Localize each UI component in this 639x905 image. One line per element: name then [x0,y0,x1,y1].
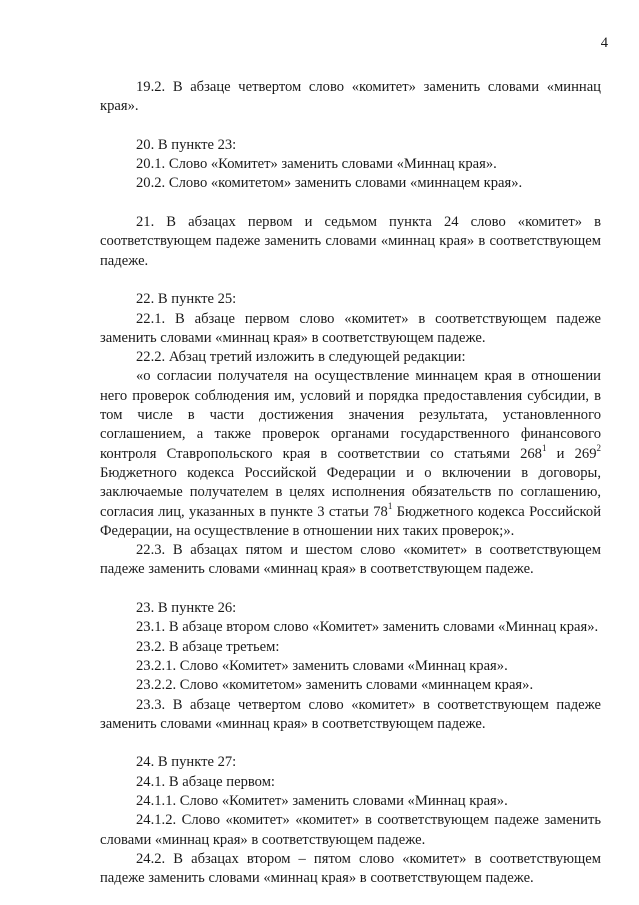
paragraph-24: 24. В пункте 27: [136,754,237,771]
document-body [100,78,601,888]
quote-sup-1: 1 [541,442,547,453]
quote-part-4: Бюджетного кодекса Российской Федерации, на осуществление в отношении них таких проверок;». [100,503,602,539]
paragraph-24-1: 24.1. В абзаце первом: [136,773,275,790]
paragraph-23-2-1: 23.2.1. Слово «Комитет» заменить словами «Миннац края». [136,657,508,674]
paragraph-23-1: 23.1. В абзаце втором слово «Комитет» заменить словами «Миннац края». [136,619,599,636]
paragraph-23-2: 23.2. В абзаце третьем: [136,638,280,655]
paragraph-22-3: 22.3. В абзацах пятом и шестом слово «комитет» в соответствующем падеже заменить словами «миннац края» в соответствующем падеже. [100,542,601,578]
paragraph-19-2: 19.2. В абзаце четвертом слово «комитет» заменить словами «миннац края». [100,79,601,115]
quote-part-3: Бюджетного кодекса Российской Федерации и о включении в договоры, заключаемые получателем в целях исполнения обязательств по соглашению, согласия лиц, указанных в пункте 3 статьи 78 [100,464,601,520]
paragraph-24-1-2: 24.1.2. Слово «комитет» «комитет» в соответствующем падеже заменить словами «миннац края» в соответствующем падеже. [100,812,601,848]
quote-sup-2: 2 [596,442,601,453]
page-number: 4 [600,35,608,51]
paragraph-20: 20. В пункте 23: [136,136,237,153]
paragraph-24-2: 24.2. В абзацах втором – пятом слово «комитет» в соответствующем падеже заменить словами «миннац края» в соответствующем падеже. [100,850,601,887]
paragraph-22-1: 22.1. В абзаце первом слово «комитет» в соответствующем падеже заменить словами «миннац края» в соответствующем падеже. [100,310,601,346]
quote-part-2: и 269 [546,445,597,462]
paragraph-23-3: 23.3. В абзаце четвертом слово «комитет» в соответствующем падеже заменить словами «миннац края» в соответствующем падеже. [100,696,601,732]
paragraph-20-2: 20.2. Слово «комитетом» заменить словами «миннацем края». [136,175,523,192]
paragraph-20-1: 20.1. Слово «Комитет» заменить словами «Миннац края». [136,156,497,173]
paragraph-23-2-2: 23.2.2. Слово «комитетом» заменить словами «миннацем края». [136,677,534,694]
paragraph-23: 23. В пункте 26: [136,600,237,617]
quote-sup-3: 1 [387,500,393,511]
quote-part-1: «о согласии получателя на осуществление миннацем края в отношении него проверок соблюдения им, условий и порядка предоставления субсидии, в том числе в части достижения значения результата, установленного соглашением, а также проверок органами государственного финансового контроля Ставропольского края в соответствии со статьями 268 [100,368,601,462]
paragraph-22-2: 22.2. Абзац третий изложить в следующей редакции: [136,349,466,366]
quoted-paragraph [100,367,601,541]
paragraph-21: 21. В абзацах первом и седьмом пункта 24 слово «комитет» в соответствующем падеже заменить словами «миннац края» в соответствующем падеже. [100,214,601,269]
paragraph-22: 22. В пункте 25: [136,291,237,308]
paragraph-24-1-1: 24.1.1. Слово «Комитет» заменить словами «Миннац края». [136,792,508,809]
